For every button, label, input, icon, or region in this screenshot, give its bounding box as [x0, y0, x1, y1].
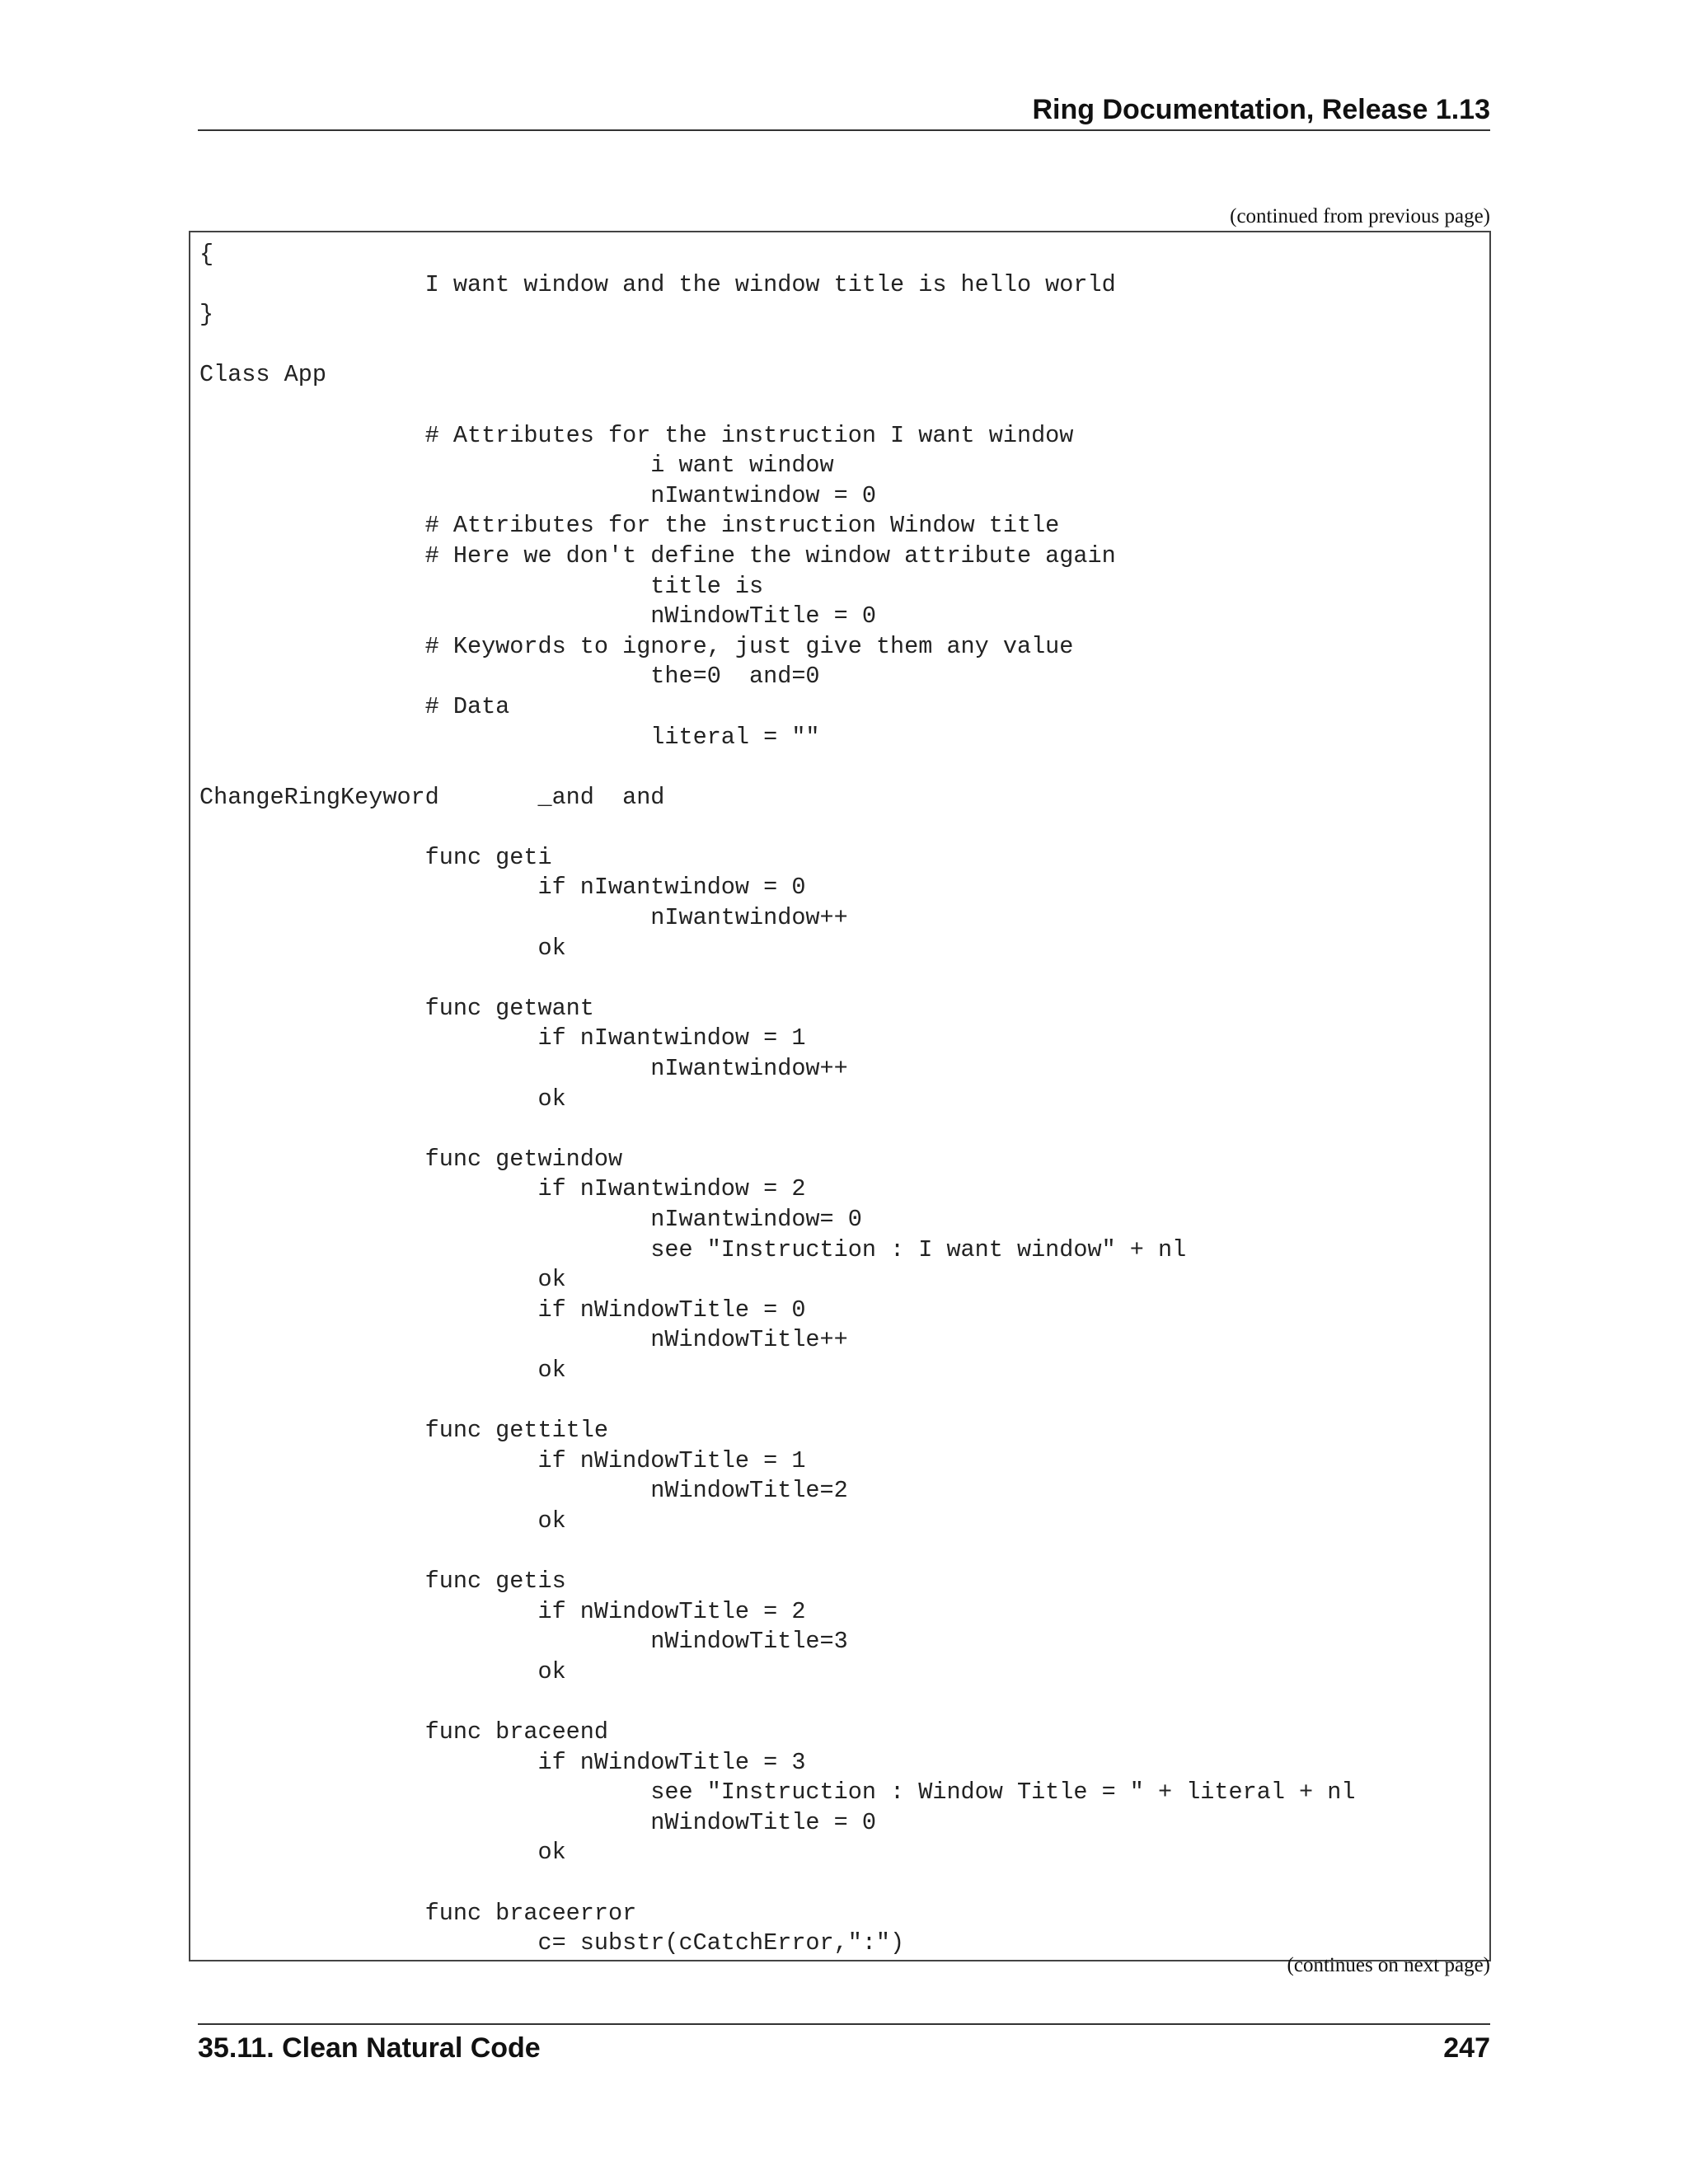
code-line: literal = "": [199, 723, 820, 751]
code-line: nWindowTitle = 0: [199, 602, 876, 630]
code-line: # Data: [199, 692, 510, 720]
continues-on-note: (continues on next page): [1287, 1954, 1490, 1976]
code-line: if nWindowTitle = 1: [199, 1446, 806, 1474]
code-line: [199, 391, 1355, 421]
footer-divider: [198, 2023, 1490, 2025]
code-line: I want window and the window title is hello world: [199, 270, 1116, 298]
code-line: ok: [199, 1839, 566, 1867]
code-line: nWindowTitle++: [199, 1326, 848, 1354]
code-line: the=0 and=0: [199, 663, 820, 691]
code-line: # Attributes for the instruction Window title: [199, 512, 1060, 540]
code-line: title is: [199, 572, 764, 600]
code-line: func braceend: [199, 1718, 608, 1746]
code-line: ok: [199, 1507, 566, 1535]
code-line: if nWindowTitle = 0: [199, 1296, 806, 1324]
code-line: [199, 1386, 1355, 1417]
code-line: [199, 1537, 1355, 1568]
code-line: if nIwantwindow = 0: [199, 874, 806, 902]
code-line: nIwantwindow++: [199, 904, 848, 932]
continued-from-note: (continued from previous page): [1230, 205, 1490, 227]
code-line: [199, 1868, 1355, 1899]
code-line: if nWindowTitle = 2: [199, 1597, 806, 1625]
code-line: Class App: [199, 361, 326, 389]
code-line: ok: [199, 1266, 566, 1294]
code-line: nWindowTitle=3: [199, 1628, 848, 1656]
code-line: c= substr(cCatchError,":"): [199, 1929, 905, 1957]
code-line: ok: [199, 1356, 566, 1384]
code-line: ok: [199, 1657, 566, 1685]
code-line: nIwantwindow++: [199, 1055, 848, 1083]
code-line: nWindowTitle=2: [199, 1477, 848, 1505]
running-header: Ring Documentation, Release 1.13: [1032, 94, 1490, 125]
code-line: see "Instruction : Window Title = " + literal + nl: [199, 1779, 1356, 1807]
code-line: # Here we don't define the window attribute again: [199, 541, 1116, 569]
code-line: }: [199, 301, 214, 329]
code-line: nIwantwindow = 0: [199, 481, 876, 509]
code-listing: [199, 240, 1355, 1959]
code-line: ok: [199, 1085, 566, 1113]
code-line: if nIwantwindow = 2: [199, 1175, 806, 1203]
code-line: nIwantwindow= 0: [199, 1206, 862, 1233]
code-line: if nWindowTitle = 3: [199, 1748, 806, 1776]
page-number: 247: [1443, 2032, 1490, 2064]
code-line: if nIwantwindow = 1: [199, 1024, 806, 1052]
code-line: see "Instruction : I want window" + nl: [199, 1235, 1187, 1263]
code-line: func geti: [199, 843, 552, 871]
header-divider: [198, 129, 1490, 131]
code-line: [199, 1114, 1355, 1145]
code-line: [199, 813, 1355, 843]
footer-section-title: 35.11. Clean Natural Code: [198, 2032, 541, 2064]
code-line: nWindowTitle = 0: [199, 1808, 876, 1836]
code-line: func getwindow: [199, 1145, 623, 1173]
code-line: [199, 752, 1355, 783]
code-line: ChangeRingKeyword _and and: [199, 783, 665, 811]
code-line: func braceerror: [199, 1899, 637, 1927]
code-line: ok: [199, 934, 566, 962]
code-block: [189, 231, 1491, 1961]
code-line: [199, 1688, 1355, 1718]
code-line: {: [199, 241, 214, 268]
code-line: [199, 963, 1355, 994]
code-line: i want window: [199, 452, 834, 480]
code-line: # Keywords to ignore, just give them any value: [199, 632, 1074, 660]
code-line: func getwant: [199, 994, 594, 1022]
code-line: func gettitle: [199, 1417, 608, 1445]
code-line: [199, 330, 1355, 361]
code-line: func getis: [199, 1568, 566, 1596]
code-line: # Attributes for the instruction I want window: [199, 421, 1074, 449]
